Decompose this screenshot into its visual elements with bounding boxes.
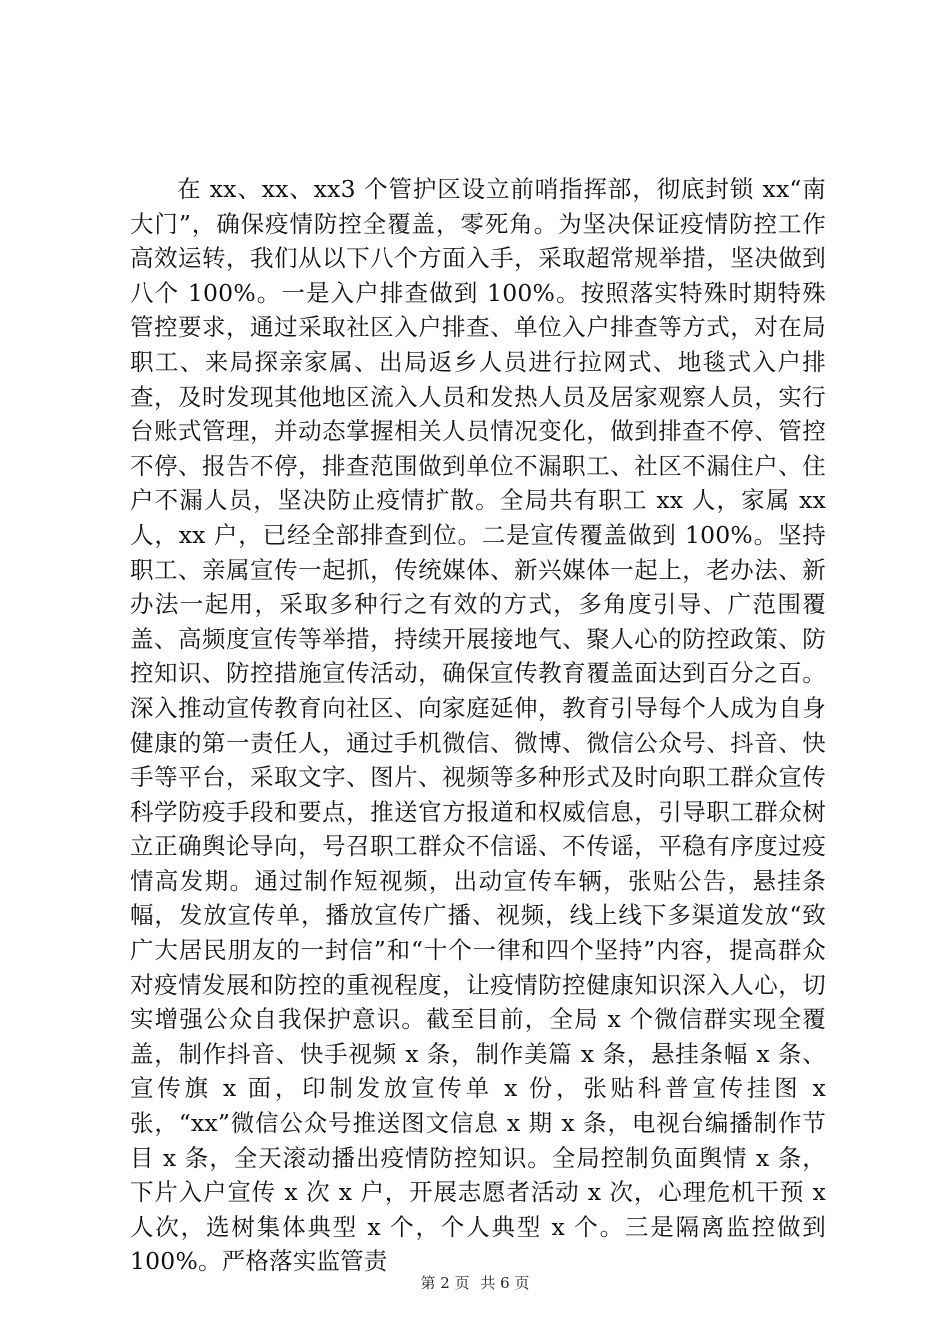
page-total: 共 6 页 xyxy=(480,1274,530,1292)
page-number: 第 2 页 xyxy=(420,1274,470,1292)
body-paragraph: 在 xx、xx、xx3 个管护区设立前哨指挥部，彻底封锁 xx“南大门”，确保疫情防控全覆盖，零死角。为坚决保证疫情防控工作高效运转，我们从以下八个方面入手，采取超常规举措，坚决做到八个 100%。一是入户排查做到 100%。按照落实特殊时期特殊管控要求，通过采取社区入户排查、单位入户排查等方式，对在局职工、来局探亲家属、出局返乡人员进行拉网式、地毯式入户排查，及时发现其他地区流入人员和发热人员及居家观察人员，实行台账式管理，并动态掌握相关人员情况变化，做到排查不停、管控不停、报告不停，排查范围做到单位不漏职工、社区不漏住户、住户不漏人员，坚决防止疫情扩散。全局共有职工 xx 人，家属 xx 人，xx 户，已经全部排查到位。二是宣传覆盖做到 100%。坚持职工、亲属宣传一起抓，传统媒体、新兴媒体一起上，老办法、新办法一起用，采取多种行之有效的方式，多角度引导、广范围覆盖、高频度宣传等举措，持续开展接地气、聚人心的防控政策、防控知识、防控措施宣传活动，确保宣传教育覆盖面达到百分之百。深入推动宣传教育向社区、向家庭延伸，教育引导每个人成为自身健康的第一责任人，通过手机微信、微博、微信公众号、抖音、快手等平台，采取文字、图片、视频等多种形式及时向职工群众宣传科学防疫手段和要点，推送官方报道和权威信息，引导职工群众树立正确舆论导向，号召职工群众不信谣、不传谣，平稳有序度过疫情高发期。通过制作短视频，出动宣传车辆，张贴公告，悬挂条幅，发放宣传单，播放宣传广播、视频，线上线下多渠道发放“致广大居民朋友的一封信”和“十个一律和四个坚持”内容，提高群众对疫情发展和防控的重视程度，让疫情防控健康知识深入人心，切实增强公众自我保护意识。截至目前，全局 x 个微信群实现全覆盖，制作抖音、快手视频 x 条，制作美篇 x 条，悬挂条幅 x 条、宣传旗 x 面，印制发放宣传单 x 份，张贴科普宣传挂图 x 张，“xx”微信公众号推送图文信息 x 期 x 条，电视台编播制作节目 x 条，全天滚动播出疫情防控知识。全局控制负面舆情 x 条，下片入户宣传 x 次 x 户，开展志愿者活动 x 次，心理危机干预 x 人次，选树集体典型 x 个，个人典型 x 个。三是隔离监控做到 100%。严格落实监管责 xyxy=(130,175,826,1276)
page-footer xyxy=(0,1272,950,1293)
